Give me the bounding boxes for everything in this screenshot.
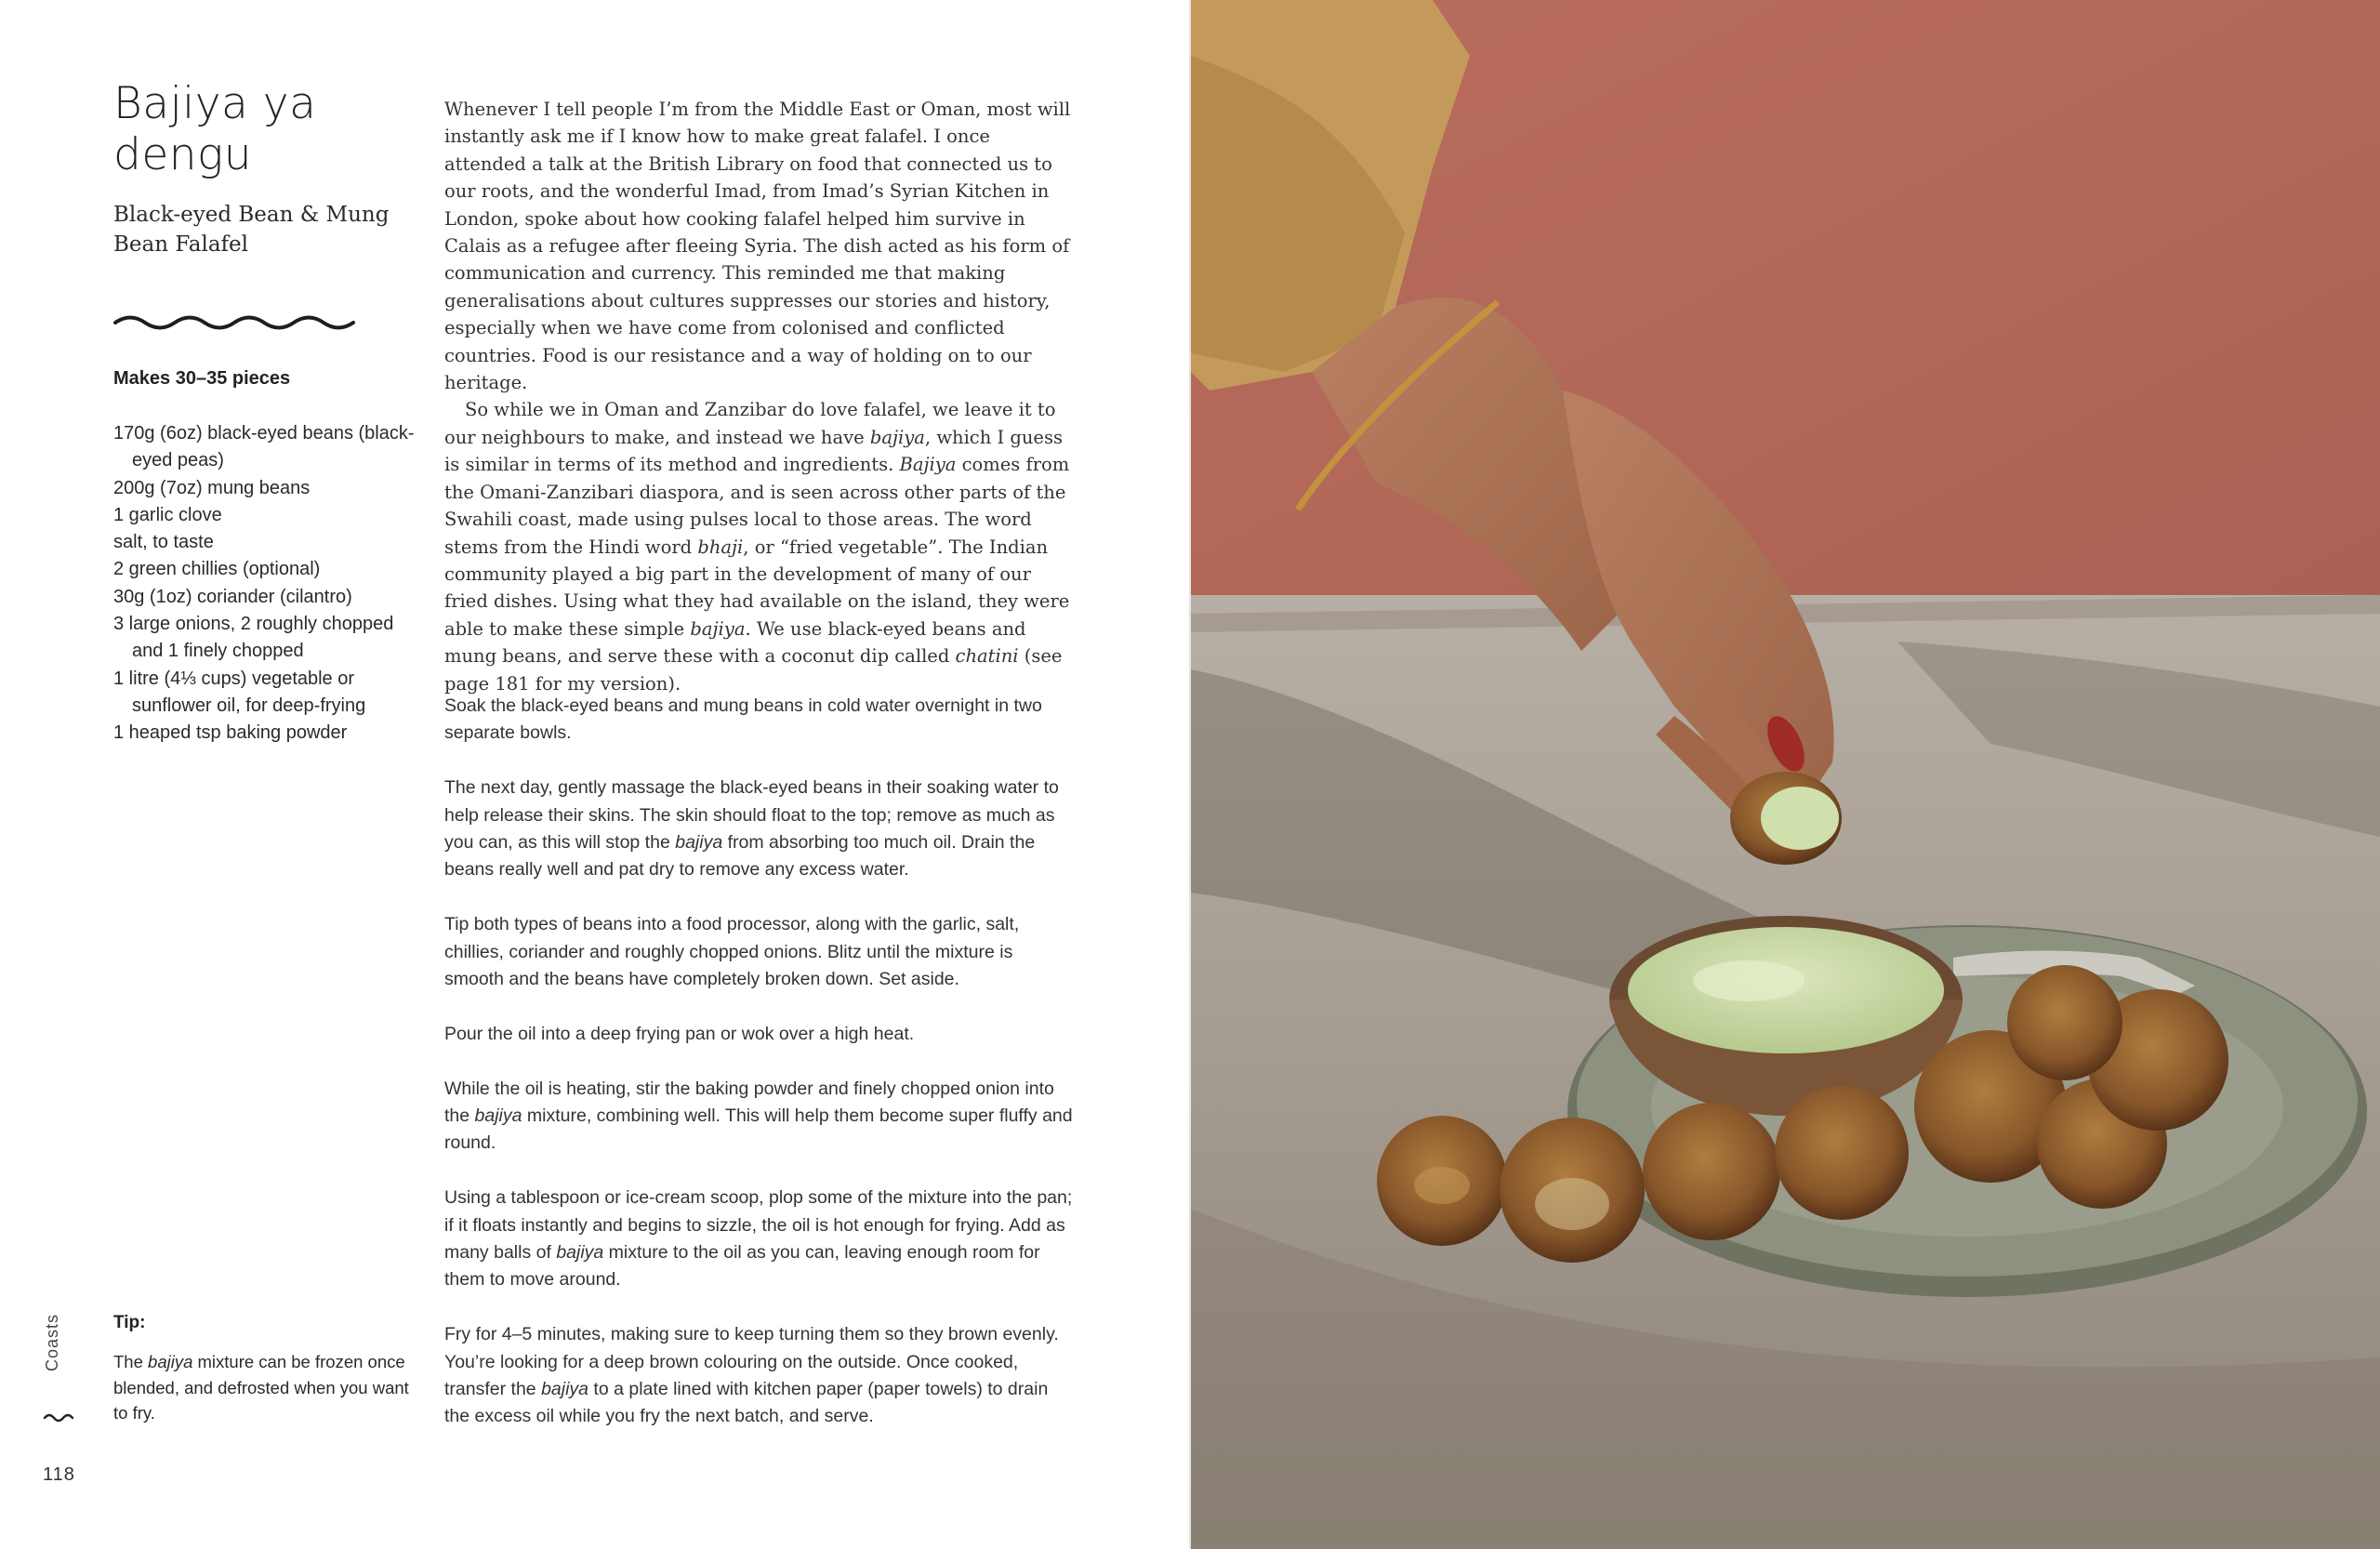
method-step: Pour the oil into a deep frying pan or wok over a high heat.: [444, 1023, 915, 1044]
method-step: While the oil is heating, stir the baking powder and finely chopped onion into the bajiya mixture, combining well. This will help them become super fluffy and round.: [444, 1078, 1073, 1154]
intro-paragraph: Whenever I tell people I’m from the Middle East or Oman, most will instantly ask me if I know how to make great falafel. I once attended a talk at the British Library on food that connected us to our roots, and the wonderful Imad, from Imad’s Syrian Kitchen in London, spoke about how cooking falafel helped him survive in Calais as a refugee after fleeing Syria. The dish acted as his form of communication and currency. This reminded me that making generalisations about cultures suppresses our stories and history, especially when we have come from colonised and conflicted countries. Food is our resistance and a way of holding on to our heritage.: [444, 99, 1071, 394]
ingredient-item: 3 large onions, 2 roughly chopped and 1 finely chopped: [113, 614, 394, 662]
ingredient-item: 2 green chillies (optional): [113, 559, 321, 580]
method-step: Fry for 4–5 minutes, making sure to keep turning them so they brown evenly. You’re looking for a deep brown colouring on the outside. Once cooked, transfer the bajiya to a plate lined with kitchen paper (paper towels) to drain the excess oil while you fry the next batch, and serve.: [444, 1324, 1059, 1427]
section-label: Coasts: [43, 1313, 61, 1371]
intro-paragraph: So while we in Oman and Zanzibar do love falafel, we leave it to our neighbours to make, and instead we have bajiya, which I guess is similar in terms of its method and ingredients. Bajiya comes from the Omani-Zanzibari diaspora, and is seen across other parts of the Swahili coast, made using pulses local to those areas. The word stems from the Hindi word bhaji, or “fried vegetable”. The Indian community played a big part in the development of many of our fried dishes. Using what they had available on the island, they were able to make these simple bajiya. We use black-eyed beans and mung beans, and serve these with a coconut dip called chatini (see page 181 for my version).: [444, 399, 1070, 695]
tip-text: The bajiya mixture can be frozen once blended, and defrosted when you want to fry.: [113, 1352, 409, 1423]
method-step: Soak the black-eyed beans and mung beans in cold water overnight in two separate bowls.: [444, 695, 1042, 744]
method-step: Tip both types of beans into a food processor, along with the garlic, salt, chillies, coriander and roughly chopped onions. Blitz until the mixture is smooth and the beans have completely broken down. Set aside.: [444, 914, 1020, 990]
page-number: 118: [43, 1464, 75, 1485]
wave-divider-icon: [113, 311, 359, 334]
tip-label: Tip:: [113, 1313, 146, 1332]
method-steps: [444, 693, 1077, 1458]
recipe-photo: [1191, 0, 2380, 1549]
yield-text: Makes 30–35 pieces: [113, 368, 291, 389]
ingredient-item: 200g (7oz) mung beans: [113, 477, 311, 498]
left-page: [0, 0, 1189, 1549]
ingredient-item: salt, to taste: [113, 532, 214, 553]
ingredient-item: 1 garlic clove: [113, 504, 222, 525]
intro-text: [444, 96, 1077, 697]
ingredient-item: 1 heaped tsp baking powder: [113, 722, 348, 744]
falafel-photo-illustration: [1191, 0, 2380, 1549]
recipe-title: Bajiya ya dengu: [113, 78, 317, 180]
method-step: The next day, gently massage the black-eyed beans in their soaking water to help release their skins. The skin should float to the top; remove as much as you can, as this will stop the bajiya from absorbing too much oil. Drain the beans really well and pat dry to remove any excess water.: [444, 777, 1059, 880]
ingredient-item: 1 litre (4⅓ cups) vegetable or sunflower oil, for deep-frying: [113, 668, 366, 716]
ingredients-list: [113, 420, 420, 748]
method-step: Using a tablespoon or ice-cream scoop, plop some of the mixture into the pan; if it floats instantly and begins to sizzle, the oil is hot enough for frying. Add as many balls of bajiya mixture to the oil as you can, leaving enough room for them to move around.: [444, 1187, 1073, 1291]
recipe-subtitle: Black-eyed Bean & Mung Bean Falafel: [113, 203, 390, 257]
ingredient-item: 170g (6oz) black-eyed beans (black-eyed peas): [113, 423, 415, 471]
section-wave-icon: [43, 1411, 74, 1424]
ingredient-item: 30g (1oz) coriander (cilantro): [113, 586, 352, 607]
